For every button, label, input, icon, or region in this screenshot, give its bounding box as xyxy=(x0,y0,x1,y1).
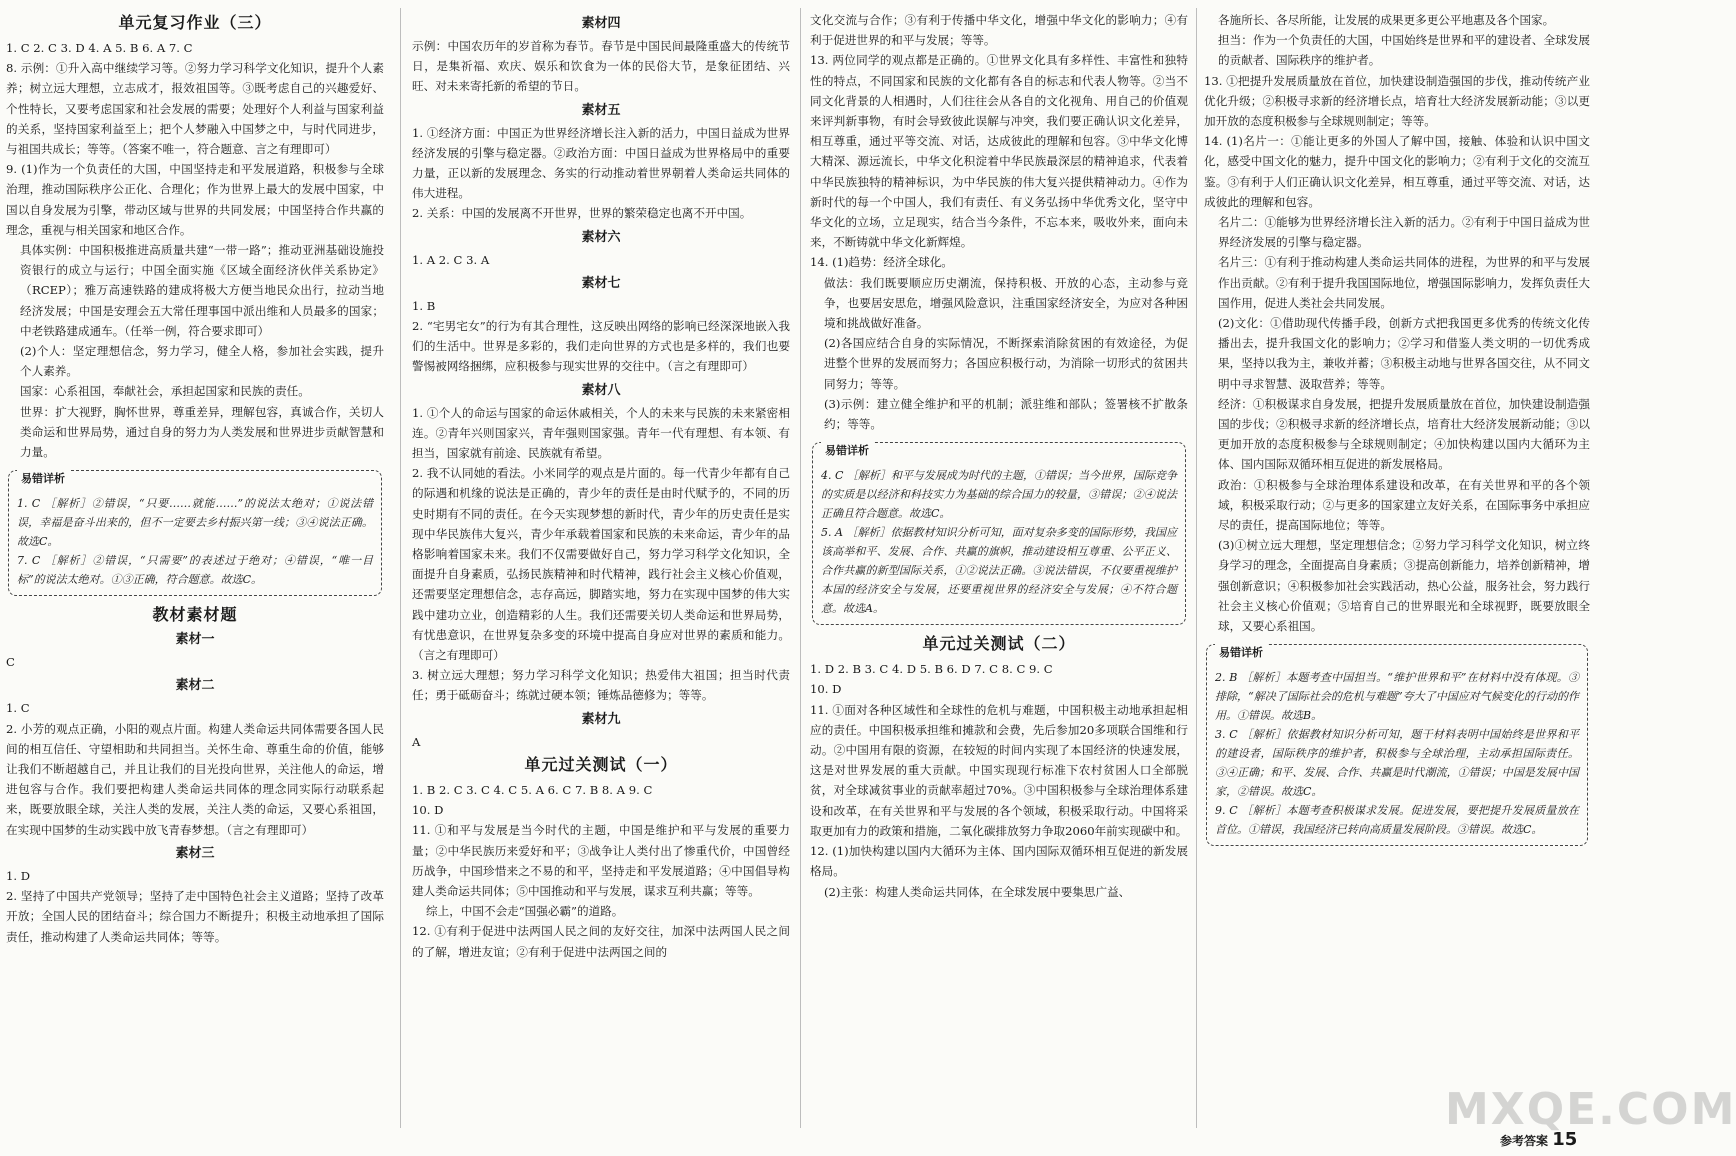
section-title: 单元复习作业（三） xyxy=(118,13,272,32)
page-footer xyxy=(1500,1130,1577,1151)
answer-paragraph: (3)①树立远大理想，坚定理想信念；②努力学习科学文化知识，树立终身学习的理念，全面提高自身素质；③提高创新能力，培养创新精神，增强创新意识；④积极参加社会实践活动，热心公益，服务社会，努力践行社会主义核心价值观；⑤培育自己的世界眼光和全球视野，既要放眼全球，又要心系祖国。 xyxy=(1218,538,1590,634)
answer-paragraph: 12. ①有利于促进中法两国人民之间的友好交往，加深中法两国人民之间的了解，增进友谊；②有利于促进中法两国之间的 xyxy=(412,924,790,959)
answer-paragraph: (2)文化：①借助现代传播手段，创新方式把我国更多优秀的传统文化传播出去，提升我国文化的影响力；②学习和借鉴人类文明的一切优秀成果，坚持以我为主，兼收并蓄；③积极主动地与世界各国交往，从不同文明中寻求智慧、汲取营养；等等。 xyxy=(1218,316,1590,391)
footer-label: 参考答案 xyxy=(1500,1134,1549,1148)
site-watermark: MXQE.COM xyxy=(1445,1084,1736,1135)
answer-paragraph: 12. (1)加快构建以国内大循环为主体、国内国际双循环相互促进的新发展格局。 xyxy=(810,844,1188,879)
answer-line: 1. B xyxy=(412,298,436,313)
answer-paragraph: 政治：①积极参与全球治理体系建设和改革，在有关世界和平的各个领域，积极采取行动；②与更多的国家建立友好关系，在国际事务中承担应尽的责任，提高国际地位；等等。 xyxy=(1218,477,1590,533)
error-analysis-title: 易错详析 xyxy=(1215,643,1267,662)
answer-paragraph: 做法：我们既要顺应历史潮流，保持积极、开放的心态，主动参与竞争，也要居安思危，增强风险意识，注重国家经济安全，为应对各种困境和挑战做好准备。 xyxy=(824,275,1188,331)
answer-paragraph: 14. (1)名片一：①能让更多的外国人了解中国，接触、体验和认识中国文化，感受中国文化的魅力，提升中国文化的影响力；②有利于文化的交流互鉴。③有利于人们正确认识文化差异，相互尊重，通过平等交流、对话，达成彼此的理解和包容。 xyxy=(1204,134,1590,209)
column-divider xyxy=(400,8,401,1128)
subsection-title: 素材九 xyxy=(581,711,621,727)
analysis-item: 3. C ［解析］依据教材知识分析可知，题干材料表明中国始终是世界和平的建设者，国际秩序的维护者，积极参与全球治理，主动承担国际责任。③④正确；和平、发展、合作、共赢是时代潮流，①错误；中国是发展中国家，②错误。故选C。 xyxy=(1215,728,1579,799)
answer-paragraph: 国家：心系祖国，奉献社会，承担起国家和民族的责任。 xyxy=(20,384,310,399)
column-divider xyxy=(800,8,801,1128)
analysis-item: 1. C ［解析］②错误，“只要……就能……”的说法太绝对；①说法错误，幸福是奋斗出来的，但不一定要去乡村振兴第一线；③④说法正确。故选C。 xyxy=(17,497,373,549)
answer-paragraph: 2. “宅男宅女”的行为有其合理性，这反映出网络的影响已经深深地嵌入我们的生活中。世界是多彩的，我们走向世界的方式也是多样的，我们也要警惕被网络捆绑，应积极参与现实世界的交往中。（言之有理即可） xyxy=(412,319,790,374)
subsection-title: 素材四 xyxy=(581,16,621,31)
answer-line: 1. A 2. C 3. A xyxy=(412,252,490,267)
column-1 xyxy=(6,10,384,947)
section-title: 教材素材题 xyxy=(152,605,238,625)
answer-line: 1. B 2. C 3. C 4. C 5. A 6. C 7. B 8. A 9. C xyxy=(412,782,653,797)
column-2 xyxy=(412,10,790,962)
answer-paragraph: 名片三：①有利于推动构建人类命运共同体的进程，为世界的和平与发展作出贡献。②有利于提升我国国际地位，增强国际影响力，发挥负责任大国作用，促进人类社会共同发展。 xyxy=(1218,255,1590,310)
error-analysis-box xyxy=(1206,644,1588,846)
subsection-title: 素材八 xyxy=(581,382,621,398)
answer-paragraph: (2)主张：构建人类命运共同体，在全球发展中要集思广益、 xyxy=(824,884,1131,899)
answer-paragraph: 11. ①面对各种区域性和全球性的危机与难题，中国积极主动地承担起相应的责任。中国积极承担维和摊款和会费，先后参加20多项联合国维和行动。②中国用有限的资源，在较短的时间内实现了本国经济的快速发展，这是对世界发展的重大贡献。中国实现现行标准下农村贫困人口全部脱贫，对全球减贫事业的贡献率超过70%。③中国积极参与全球治理体系建设和改革，在有关世界和平与发展的各个领域，积极采取行动。中国将采取更加有力的政策和措施，二氧化碳排放努力争取2060年前实现碳中和。 xyxy=(810,702,1188,838)
answer-paragraph: 8. 示例：①升入高中继续学习等。②努力学习科学文化知识，提升个人素养；树立远大理想，立志成才，报效祖国等。③既考虑自己的兴趣爱好、个性特长，又要考虑国家和社会发展的需要；处理好个人利益与国家利益的关系，坚持国家利益至上；把个人梦融入中国梦之中，与时代同进步，与祖国共成长；等等。（答案不唯一，符合题意、言之有理即可） xyxy=(6,61,384,157)
error-analysis-title: 易错详析 xyxy=(821,441,873,460)
answer-line: A xyxy=(412,734,421,749)
column-4 xyxy=(1204,10,1590,854)
answer-line: 1. D 2. B 3. C 4. D 5. B 6. D 7. C 8. C 9. C xyxy=(810,662,1053,677)
column-divider xyxy=(1196,8,1197,1128)
answer-paragraph: 名片二：①能够为世界经济增长注入新的活力。②有利于中国日益成为世界经济发展的引擎与稳定器。 xyxy=(1218,215,1590,250)
answer-paragraph: 13. ①把提升发展质量放在首位，加快建设制造强国的步伐，推动传统产业优化升级；②积极寻求新的经济增长点，培育壮大经济发展新动能；③以更加开放的态度积极参与全球规则制定；等等。 xyxy=(1204,73,1590,129)
answer-paragraph: (2)各国应结合自身的实际情况，不断探索消除贫困的有效途径，为促进整个世界的发展而努力；各国应积极行动，为消除一切形式的贫困共同努力；等等。 xyxy=(824,336,1188,391)
answer-paragraph: 2. 我不认同她的看法。小米同学的观点是片面的。每一代青少年都有自己的际遇和机缘的说法是正确的，青少年的责任是由时代赋予的，不同的历史时期有不同的责任。在今天实现梦想的新时代，青少年的历史责任是实现中华民族伟大复兴，青少年承载着国家和民族的未来命运，青少年的品格影响着国家未来。我们不仅需要做好自己，努力学习科学文化知识，全面提升自身素质，弘扬民族精神和时代精神，践行社会主义核心价值观，还需要坚定理想信念，志存高远，脚踏实地，努力在实现中国梦的伟大实践中建功立业，创造精彩的人生。我们还需要关切人类命运和世界局势，有忧患意识，在世界复杂多变的环境中提高自身应对世界的素质和能力。（言之有理即可） xyxy=(412,466,790,663)
answer-line: C xyxy=(6,655,15,670)
answer-line: 1. C 2. C 3. D 4. A 5. B 6. A 7. C xyxy=(6,41,193,55)
subsection-title: 素材六 xyxy=(581,229,621,245)
answer-line: 14. (1)趋势：经济全球化。 xyxy=(810,255,953,270)
answer-paragraph: 9. (1)作为一个负责任的大国，中国坚持走和平发展道路，积极参与全球治理，推动国际秩序公正化、合理化；作为世界上最大的发展中国家，中国以自身发展为引擎，带动区域与世界的共同发展；中国坚持合作共赢的理念，重视与相关国家和地区合作。 xyxy=(6,162,384,237)
subsection-title: 素材二 xyxy=(175,678,215,694)
answer-paragraph: 1. ①经济方面：中国正为世界经济增长注入新的活力，中国日益成为世界经济发展的引擎与稳定器。②政治方面：中国日益成为世界格局中的重要力量，正以新的发展理念、务实的行动推动着世界朝着人类命运共同体的伟大进程。 xyxy=(412,125,790,201)
answer-paragraph: 3. 树立远大理想；努力学习科学文化知识；热爱伟大祖国；担当时代责任；勇于砥砺奋斗；练就过硬本领；锤炼品德修为；等等。 xyxy=(412,668,790,703)
analysis-item: 4. C ［解析］和平与发展成为时代的主题，①错误；当今世界，国际竞争的实质是以经济和科技实力为基础的综合国力的较量，③错误；②④说法正确且符合题意。故选C。 xyxy=(821,469,1177,521)
answer-paragraph: 具体实例：中国积极推进高质量共建“一带一路”；推动亚洲基础设施投资银行的成立与运行；中国全面实施《区域全面经济伙伴关系协定》（RCEP）；雅万高速铁路的建成将极大方便当地民众出行，拉动当地经济发展；中国是安理会五大常任理事国中派出维和人员最多的国家；中老铁路建成通车。（任举一例，符合要求即可） xyxy=(20,243,384,338)
answer-paragraph: 示例：中国农历年的岁首称为春节。春节是中国民间最隆重盛大的传统节日，是集祈福、欢庆、娱乐和饮食为一体的民俗大节，是象征团结、兴旺、对未来寄托新的希望的节日。 xyxy=(412,39,790,94)
answer-paragraph: 1. ①个人的命运与国家的命运休戚相关，个人的未来与民族的未来紧密相连。②青年兴则国家兴，青年强则国家强。青年一代有理想、有本领、有担当，国家就有前途、民族就有希望。 xyxy=(412,405,790,461)
answer-paragraph: 担当：作为一个负责任的大国，中国始终是世界和平的建设者、全球发展的贡献者、国际秩序的维护者。 xyxy=(1218,33,1590,68)
analysis-item: 9. C ［解析］本题考查积极谋求发展。促进发展，要把提升发展质量放在首位。①错误，我国经济已转向高质量发展阶段。③错误。故选C。 xyxy=(1215,804,1579,837)
answer-paragraph: 综上，中国不会走“国强必霸”的道路。 xyxy=(426,904,624,919)
answer-paragraph: 各施所长、各尽所能，让发展的成果更多更公平地惠及各个国家。 xyxy=(1218,13,1555,27)
analysis-item: 7. C ［解析］②错误，“只需要”的表述过于绝对；④错误，“唯一目标”的说法太绝对。①③正确，符合题意。故选C。 xyxy=(17,554,373,587)
subsection-title: 素材三 xyxy=(175,845,215,861)
section-title: 单元过关测试（二） xyxy=(922,634,1076,654)
answer-paragraph: 11. ①和平与发展是当今时代的主题，中国是维护和平与发展的重要力量；②中华民族历来爱好和平；③战争让人类付出了惨重代价，中国曾经历战争，中国珍惜来之不易的和平，坚持走和平发展道路；④中国倡导构建人类命运共同体；⑤中国推动和平与发展，谋求互利共赢；等等。 xyxy=(412,823,790,898)
answer-paragraph: 2. 关系：中国的发展离不开世界，世界的繁荣稳定也离不开中国。 xyxy=(412,206,752,221)
answer-paragraph: 文化交流与合作；③有利于传播中华文化，增强中华文化的影响力；④有利于促进世界的和平与发展；等等。 xyxy=(810,13,1188,48)
analysis-item: 2. B ［解析］本题考查中国担当。“维护世界和平”在材料中没有体现。③排除，“解决了国际社会的危机与难题”夸大了中国应对气候变化的行动的作用。①错误。故选B。 xyxy=(1215,671,1579,723)
error-analysis-box xyxy=(8,470,382,596)
answer-paragraph: 2. 小芳的观点正确，小阳的观点片面。构建人类命运共同体需要各国人民间的相互信任、守望相助和共同担当。关怀生命、尊重生命的价值，能够让我们不断超越自己，并且让我们的目光投向世界，关注他人的命运，增进包容与合作。我们要把构建人类命运共同体的理念同实际行动联系起来，既要放眼全球，关注人类的发展，关注人类的命运，又要心系祖国，在实现中国梦的生动实践中放飞青春梦想。（言之有理即可） xyxy=(6,721,384,837)
subsection-title: 素材一 xyxy=(175,632,215,648)
column-3 xyxy=(810,10,1188,902)
error-analysis-box xyxy=(812,442,1186,625)
error-analysis-title: 易错详析 xyxy=(17,469,69,488)
answer-line: 1. C xyxy=(6,701,30,716)
subsection-title: 素材五 xyxy=(581,102,621,118)
page-number: 15 xyxy=(1552,1129,1578,1150)
section-title: 单元过关测试（一） xyxy=(524,754,678,774)
answer-paragraph: 13. 两位同学的观点都是正确的。①世界文化具有多样性、丰富性和独特性的特点，不同国家和民族的文化都有各自的标志和代表人物等。②当不同文化背景的人相遇时，人们往往会从各自的文化视角、用自己的价值观来评判新事物，有时会导致彼此误解与冲突，我们要正确认识文化差异，相互尊重，通过平等交流、对话，达成彼此的理解和包容。③中华文化博大精深、源远流长，中华文化积淀着中华民族最深层的精神追求，代表着中华民族独特的精神标识，为中华民族的伟大复兴提供精神动力。④作为新时代的每一个中国人，我们有责任、有义务弘扬中华优秀文化，坚守中华文化的立场，立足现实，结合当今条件，不忘本来，吸收外来，面向未来，不断铸就中华文化新辉煌。 xyxy=(810,53,1188,250)
answer-line: 10. D xyxy=(810,682,842,697)
answer-paragraph: 世界：扩大视野，胸怀世界，尊重差异，理解包容，真诚合作，关切人类命运和世界局势，通过自身的努力为人类发展和世界进步贡献智慧和力量。 xyxy=(20,404,384,460)
answer-paragraph: (2)个人：坚定理想信念，努力学习，健全人格，参加社会实践，提升个人素养。 xyxy=(20,344,384,379)
answer-line: 10. D xyxy=(412,803,444,818)
analysis-item: 5. A ［解析］依据教材知识分析可知，面对复杂多变的国际形势，我国应该高举和平、发展、合作、共赢的旗帜，推动建设相互尊重、公平正义、合作共赢的新型国际关系，①②说法正确。③说法错误，不仅要重视维护本国的经济安全与发展，还要重视世界的经济安全与发展；④不符合题意。故选A。 xyxy=(821,526,1177,616)
answer-paragraph: 经济：①积极谋求自身发展，把提升发展质量放在首位，加快建设制造强国的步伐；②积极寻求新的经济增长点，培育壮大经济发展新动能；③以更加开放的态度积极参与全球规则制定；④加快构建以国内大循环为主体、国内国际双循环相互促进的新发展格局。 xyxy=(1218,396,1590,472)
answer-paragraph: 2. 坚持了中国共产党领导；坚持了走中国特色社会主义道路；坚持了改革开放；全国人民的团结奋斗；综合国力不断提升；积极主动地承担了国际责任，推动构建了人类命运共同体；等等。 xyxy=(6,889,384,944)
subsection-title: 素材七 xyxy=(581,275,621,291)
answer-paragraph: (3)示例：建立健全维护和平的机制；派驻维和部队；签署核不扩散条约；等等。 xyxy=(824,396,1188,432)
answer-line: 1. D xyxy=(6,868,31,883)
